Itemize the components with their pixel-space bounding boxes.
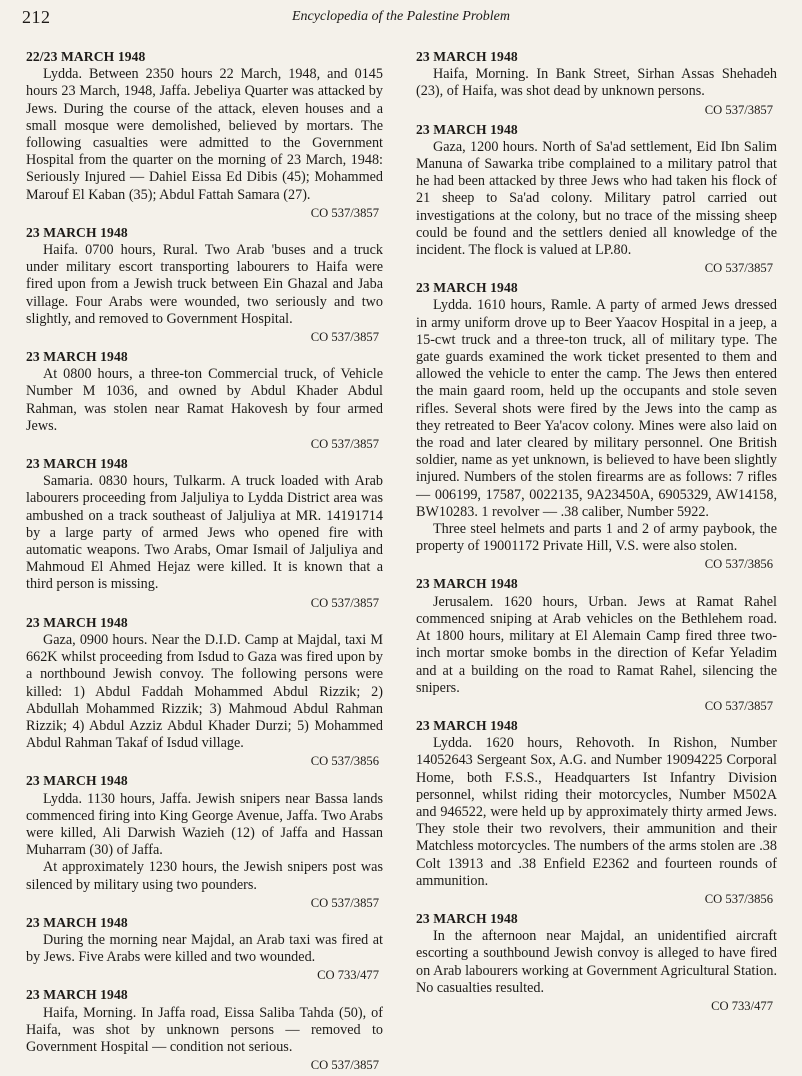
entry-paragraph: Lydda. 1610 hours, Ramle. A party of armed Jews dressed in army uniform drove up to Beer Yaacov Hospital in a jeep, a 15-cwt truck and a three-ton truck, all of military type. The gate guards examined the work ticket presented to them and allowed the vehicle to enter the camp. The Jews then entered the main gaard room, held up the occupants and stole seven rifles. Several shots were fired by the Jews into the camp as they retreated to Beer Ya'acov colony. Mines were also laid on the road and later cleared by military personnel. One British soldier, name as yet unknown, is believed to have been slightly injured. Numbers of the stolen firearms are as follows: 7 rifles — 006199, 17587, 0022135, 9A23450A, 6905329, AW14158, BW10283. 1 revolver — .38 caliber, Number 5922. [416,297,777,520]
entry-source-reference: CO 537/3856 [310,754,379,769]
diary-entry [26,48,383,221]
entry-source-reference: CO 537/3856 [704,891,773,906]
entry-date: 23 MARCH 1948 [26,987,128,1003]
page-number: 212 [22,7,51,27]
diary-entry [26,348,383,452]
entry-paragraph: Gaza, 1200 hours. North of Sa'ad settlement, Eid Ibn Salim Manuna of Sawarka tribe complained to a military patrol that he had been attacked by three Jews who had taken his flock of 21 sheep to Sa'ad colony. Military patrol carried out investigations at the colony, but no trace of the missing sheep could be found and the settlers denied all knowledge of the incident. The flock is valued at LP.80. [416,138,777,259]
entry-source-reference: CO 733/477 [711,998,773,1013]
right-column [416,48,777,1017]
entry-paragraph: Three steel helmets and parts 1 and 2 of army paybook, the property of 19001172 Private Hill, V.S. were also stolen. [416,521,777,555]
diary-entry [416,910,777,1014]
entry-paragraph: In the afternoon near Majdal, an unidentified aircraft escorting a southbound Jewish convoy is alleged to have fired on Arab labourers working at Government Agricultural Station. No casualties resulted. [416,928,777,996]
diary-entry [416,121,777,277]
diary-entry [26,455,383,611]
entry-paragraph: Samaria. 0830 hours, Tulkarm. A truck loaded with Arab labourers proceeding from Jaljuliya to Lydda District area was ambushed on a track southeast of Jaljuliya at MR. 14191714 by a large party of armed Jews who opened fire with automatic weapons. Two Arabs, Omar Ismail of Jaljuliya and Mahmoud El Ahmed Hejaz were killed. It is known that a third person is missing. [26,473,383,593]
diary-entry [416,279,777,572]
entry-date: 22/23 MARCH 1948 [26,49,146,64]
entry-source-reference: CO 537/3857 [310,595,379,610]
diary-entry [26,914,383,984]
entry-paragraph: Lydda. 1620 hours, Rehovoth. In Rishon, Number 14052643 Sergeant Sox, A.G. and Number 19094225 Corporal Home, both F.S.S., Headquarters Ist Infantry Division personnel, whilst riding their motorcycles, Number M502A and 946522, were held up by approximately thirty armed Jews. They stole their two revolvers, their ammunition and their Matchless motorcycles. The numbers of the arms stolen are .38 Colt 13913 and .38 Enfield E2362 and fourteen rounds of ammunition. [416,735,777,889]
diary-entry [26,224,383,345]
entry-paragraph: Haifa. 0700 hours, Rural. Two Arab 'buses and a truck under military escort transporting labourers to Haifa were fired upon from a Jewish truck between Ein Ghazal and Jaba village. Four Arabs were wounded, two seriously and two slightly, and removed to Government Hospital. [26,242,383,327]
entry-paragraph: At 0800 hours, a three-ton Commercial truck, of Vehicle Number M 1036, and owned by Abdul Khader Abdul Rahman, was stolen near Ramat Hakovesh by four armed Jews. [26,366,383,434]
entry-source-reference: CO 537/3857 [704,261,773,276]
page-header-title: Encyclopedia of the Palestine Problem [292,9,510,24]
diary-entry [416,717,777,907]
entry-date: 23 MARCH 1948 [416,717,518,733]
entry-source-reference: CO 537/3857 [310,437,379,452]
running-head [22,7,780,31]
diary-entry [26,772,383,910]
entry-date: 23 MARCH 1948 [416,576,518,592]
entry-paragraph: Lydda. 1130 hours, Jaffa. Jewish snipers near Bassa lands commenced firing into King George Avenue, Jaffa. Two Arabs were killed, Ali Darwish Wazieh (12) of Jaffa and Hassan Muharram (30) of Jaffa. [26,790,383,859]
entry-source-reference: CO 537/3857 [704,102,773,117]
entry-date: 23 MARCH 1948 [26,614,128,630]
entry-source-reference: CO 537/3857 [310,895,379,910]
entry-paragraph: During the morning near Majdal, an Arab taxi was fired at by Jews. Five Arabs were killed and two wounded. [26,931,383,966]
entry-source-reference: CO 537/3856 [704,557,773,572]
diary-entry [26,986,383,1073]
entry-paragraph: Lydda. Between 2350 hours 22 March, 1948, and 0145 hours 23 March, 1948, Jaffa. Jebeliya Quarter was attacked by Jews. During the course of the attack, eleven houses and a small mosque were demolished, believed by mortars. The following casualties were admitted to the Government Hospital from the quarter on the morning of 23 March, 1948: Seriously Injured — Dahiel Eissa Ed Dibis (45); Mohammed Marouf El Kaban (35); Abdul Fattah Samara (27). [26,66,383,203]
diary-entry [26,614,383,770]
diary-entry [416,48,777,118]
entry-paragraph: Jerusalem. 1620 hours, Urban. Jews at Ramat Rahel commenced sniping at Arab vehicles on the Bethlehem road. At 1800 hours, military at El Alemain Camp fired three two-inch mortar smoke bombs in the direction of Kefar Yeladim and at a building on the road to Ramat Rahel, silencing the snipers. [416,593,777,696]
entry-date: 23 MARCH 1948 [416,49,518,64]
diary-entry [416,575,777,713]
entry-paragraph: Haifa, Morning. In Jaffa road, Eissa Saliba Tahda (50), of Haifa, was shot by unknown persons — removed to Government Hospital — condition not serious. [26,1004,383,1055]
entry-source-reference: CO 537/3857 [310,1058,379,1073]
entry-date: 23 MARCH 1948 [26,349,128,365]
entry-paragraph: Haifa, Morning. In Bank Street, Sirhan Assas Shehadeh (23), of Haifa, was shot dead by unknown persons. [416,66,777,100]
entry-date: 23 MARCH 1948 [416,910,518,926]
left-column [26,48,383,1076]
entry-date: 23 MARCH 1948 [26,914,128,930]
entry-source-reference: CO 537/3857 [310,205,379,220]
entry-source-reference: CO 537/3857 [310,330,379,345]
entry-date: 23 MARCH 1948 [26,224,128,240]
entry-paragraph: At approximately 1230 hours, the Jewish snipers post was silenced by military using two pounders. [26,859,383,893]
entry-date: 23 MARCH 1948 [416,121,518,137]
entry-paragraph: Gaza, 0900 hours. Near the D.I.D. Camp at Majdal, taxi M 662K whilst proceeding from Isdud to Gaza was fired upon by a northbound Jewish convoy. The following persons were killed: 1) Abdul Faddah Mohammed Abdul Rizzik; 2) Abdullah Mohammed Rizzik; 3) Mahmoud Abdul Rahman Rizzik; 4) Abdul Azziz Abdul Khader Durzi; 5) Mohammed Abdul Rahman Takaf of Isdud village. [26,631,383,752]
entry-source-reference: CO 733/477 [317,968,379,983]
entry-date: 23 MARCH 1948 [416,280,518,296]
entry-date: 23 MARCH 1948 [26,773,128,789]
entry-source-reference: CO 537/3857 [704,698,773,713]
entry-date: 23 MARCH 1948 [26,456,128,472]
